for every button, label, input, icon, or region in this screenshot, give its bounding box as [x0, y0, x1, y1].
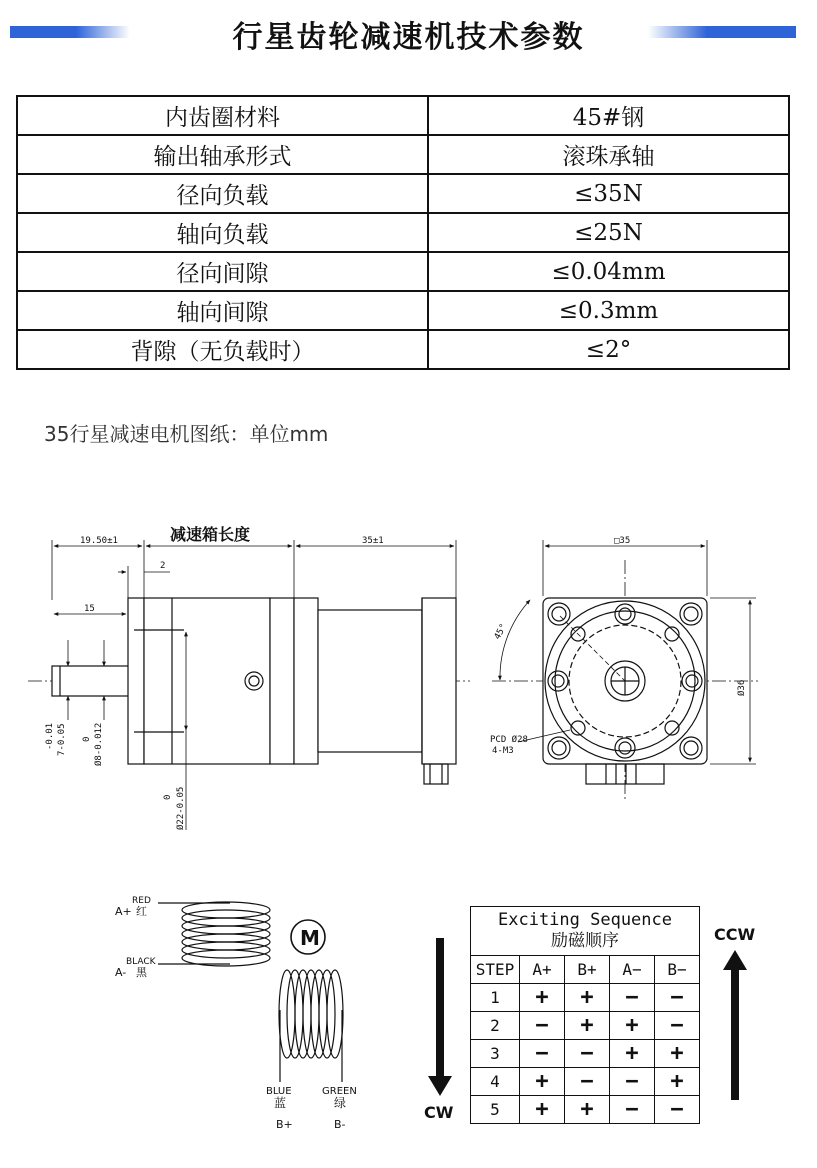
dim-label: Ø8-0.012 [94, 722, 104, 766]
polarity-cell: + [610, 1040, 655, 1068]
column-header: STEP [471, 956, 520, 984]
spec-value: ≤0.04mm [428, 252, 789, 291]
step-cell: 2 [471, 1012, 520, 1040]
wire-label: A- [115, 966, 127, 979]
dim-label: □35 [614, 536, 631, 546]
cw-label: CW [424, 1103, 454, 1122]
spec-label: 径向间隙 [17, 252, 428, 291]
column-header: A− [610, 956, 655, 984]
dim-label: 7-0.05 [57, 723, 67, 756]
table-row [471, 1040, 700, 1068]
sequence-title-cn: 励磁顺序 [551, 931, 619, 951]
wire-label: 蓝 [274, 1096, 287, 1110]
step-cell: 3 [471, 1040, 520, 1068]
column-header: B− [655, 956, 700, 984]
column-header: B+ [565, 956, 610, 984]
table-row [17, 135, 789, 174]
dim-label: Ø22-0.05 [176, 786, 186, 830]
table-row [17, 213, 789, 252]
wire-label: A+ [115, 905, 132, 918]
table-row [471, 1096, 700, 1124]
polarity-cell: + [565, 1012, 610, 1040]
dim-label: 4-M3 [492, 746, 514, 756]
spec-table [16, 95, 790, 370]
wire-label: BLUE [266, 1086, 292, 1097]
table-row [17, 330, 789, 369]
side-view [28, 540, 470, 830]
polarity-cell: − [610, 1096, 655, 1124]
sequence-header-row [471, 956, 700, 984]
spec-label: 输出轴承形式 [17, 135, 428, 174]
wire-label: 红 [136, 905, 147, 918]
dim-label: 15 [84, 604, 95, 614]
polarity-cell: − [655, 1096, 700, 1124]
spec-label: 径向负载 [17, 174, 428, 213]
polarity-cell: + [520, 984, 565, 1012]
step-cell: 5 [471, 1096, 520, 1124]
spec-value: ≤35N [428, 174, 789, 213]
wire-label: GREEN [322, 1086, 357, 1097]
wire-label: 绿 [334, 1096, 347, 1110]
step-cell: 4 [471, 1068, 520, 1096]
cw-arrow-head [428, 1076, 452, 1096]
column-header: A+ [520, 956, 565, 984]
exciting-sequence-table [470, 906, 700, 1124]
spec-value: ≤2° [428, 330, 789, 369]
wire-label: B+ [276, 1118, 293, 1131]
polarity-cell: − [520, 1012, 565, 1040]
dim-label: 35±1 [362, 536, 384, 546]
sequence-title [471, 907, 700, 956]
table-row [17, 252, 789, 291]
table-row [471, 1012, 700, 1040]
spec-label: 内齿圈材料 [17, 96, 428, 135]
polarity-cell: + [520, 1068, 565, 1096]
front-view [492, 540, 758, 800]
dim-label: 0 [163, 794, 173, 800]
dim-label: -0.01 [45, 722, 55, 750]
cw-arrow-shaft [436, 938, 444, 1078]
polarity-cell: − [655, 1012, 700, 1040]
polarity-cell: − [565, 1068, 610, 1096]
dim-label: 减速箱长度 [170, 525, 251, 544]
spec-value: 45#钢 [428, 96, 789, 135]
spec-value: 滚珠承轴 [428, 135, 789, 174]
polarity-cell: + [610, 1012, 655, 1040]
spec-label: 轴向间隙 [17, 291, 428, 330]
polarity-cell: + [655, 1040, 700, 1068]
spec-label: 背隙（无负载时） [17, 330, 428, 369]
polarity-cell: − [610, 984, 655, 1012]
sequence-title-row [471, 907, 700, 956]
ccw-arrow-head [723, 950, 747, 970]
spec-label: 轴向负载 [17, 213, 428, 252]
table-row [17, 174, 789, 213]
motor-symbol: M [300, 926, 320, 950]
step-cell: 1 [471, 984, 520, 1012]
polarity-cell: + [655, 1068, 700, 1096]
polarity-cell: + [565, 984, 610, 1012]
table-row [471, 984, 700, 1012]
polarity-cell: − [520, 1040, 565, 1068]
table-row [17, 291, 789, 330]
polarity-cell: − [655, 984, 700, 1012]
ccw-arrow-shaft [731, 968, 739, 1100]
spec-value: ≤0.3mm [428, 291, 789, 330]
polarity-cell: + [520, 1096, 565, 1124]
dim-label: 2 [160, 561, 166, 571]
wire-label: 黑 [136, 966, 147, 979]
polarity-cell: − [565, 1040, 610, 1068]
dim-label: 0 [82, 736, 92, 742]
wire-label: B- [334, 1118, 346, 1131]
dim-label: PCD Ø28 [490, 735, 528, 745]
ccw-label: CCW [714, 925, 756, 944]
dim-label: 19.50±1 [80, 536, 118, 546]
sequence-title-en: Exciting Sequence [498, 910, 672, 930]
drawing-caption: 35行星减速电机图纸：单位mm [44, 422, 329, 446]
dim-label: 45° [492, 622, 510, 642]
dim-label: Ø36 [737, 679, 747, 696]
polarity-cell: + [565, 1096, 610, 1124]
table-row [17, 96, 789, 135]
wire-label: RED [132, 896, 151, 906]
wire-label: BLACK [126, 957, 156, 967]
polarity-cell: − [610, 1068, 655, 1096]
page-title: 行星齿轮减速机技术参数 [232, 20, 585, 55]
table-row [471, 1068, 700, 1096]
spec-value: ≤25N [428, 213, 789, 252]
